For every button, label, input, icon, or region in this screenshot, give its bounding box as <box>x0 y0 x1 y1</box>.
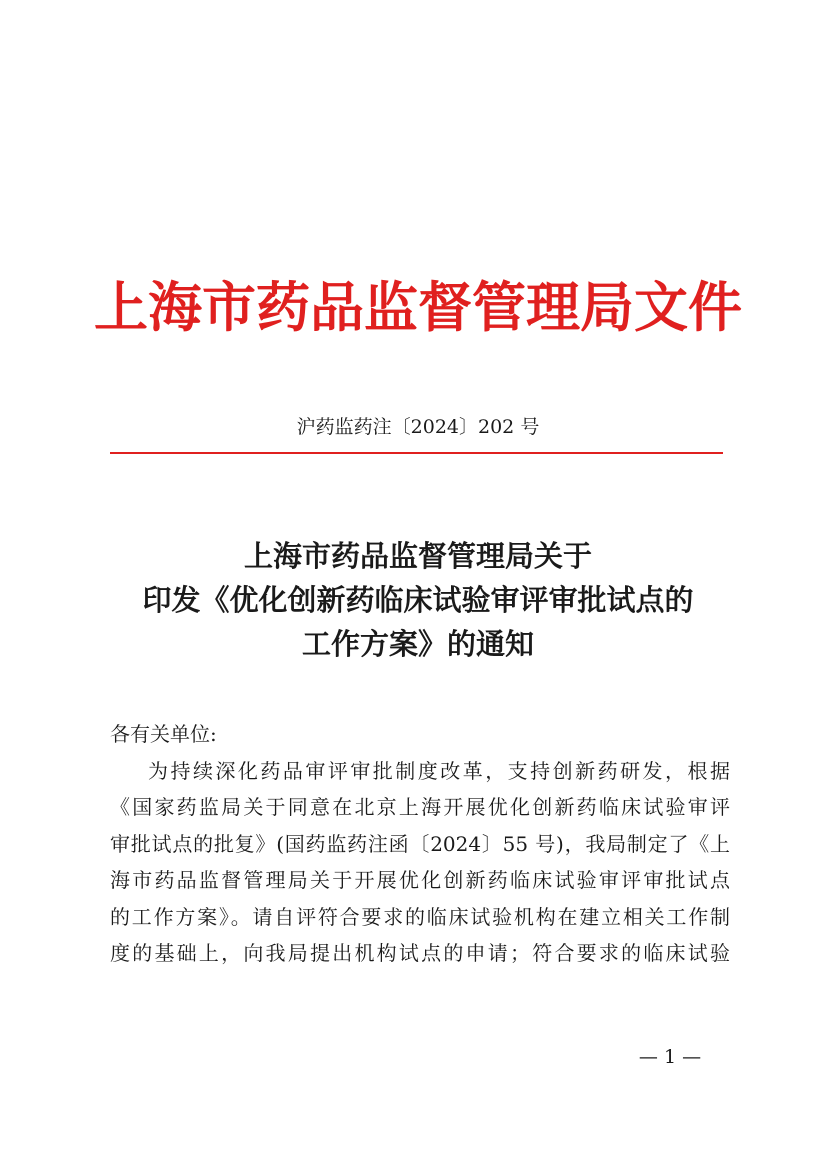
body-line-1: 为持续深化药品审评审批制度改革，支持创新药研发，根据 <box>148 758 730 783</box>
salutation: 各有关单位: <box>110 722 217 746</box>
body-line-4: 海市药品监督管理局关于开展优化创新药临床试验审评审批试点 <box>110 868 730 892</box>
title-line-3: 工作方案》的通知 <box>301 627 534 661</box>
body-line-5: 的工作方案》。请自评符合要求的临床试验机构在建立相关工作制 <box>110 904 730 929</box>
document-masthead: 上海市药品监督管理局文件 <box>94 275 742 339</box>
body-line-6: 度的基础上，向我局提出机构试点的申请；符合要求的临床试验 <box>110 941 730 965</box>
document-title <box>100 534 736 666</box>
document-body <box>110 716 730 972</box>
red-separator-line <box>110 452 723 454</box>
body-line-2: 《国家药监局关于同意在北京上海开展优化创新药临床试验审评 <box>110 795 730 819</box>
page-number: — 1 — <box>638 1046 702 1068</box>
title-line-1: 上海市药品监督管理局关于 <box>243 539 592 573</box>
body-line-3: 审批试点的批复》(国药监药注函〔2024〕55 号)，我局制定了《上 <box>110 831 730 856</box>
document-number: 沪药监药注〔2024〕202 号 <box>296 416 540 438</box>
title-line-2: 印发《优化创新药临床试验审评审批试点的 <box>142 583 694 617</box>
